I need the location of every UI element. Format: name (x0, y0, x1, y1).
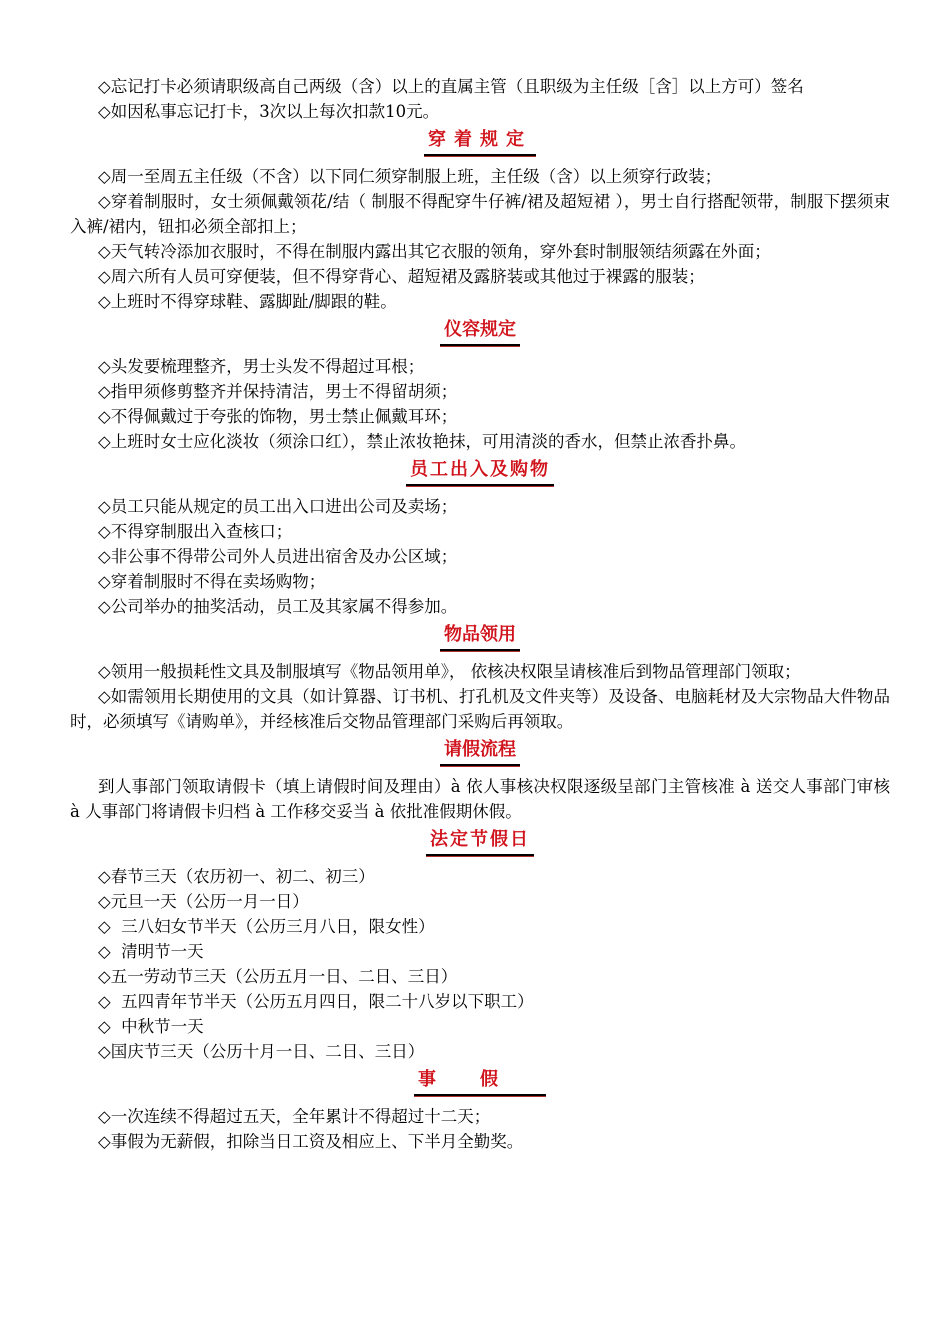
section-heading-personal-leave (70, 1069, 890, 1099)
intro-paragraph: ◇如因私事忘记打卡，3次以上每次扣款10元。 (98, 102, 440, 121)
list-item: ◇国庆节三天（公历十月一日、二日、三日） (98, 1042, 425, 1061)
document-page (70, 74, 890, 1154)
section-heading-leave-process (70, 739, 890, 769)
list-item: ◇不得穿制服出入查核口； (98, 522, 293, 541)
list-item: ◇周六所有人员可穿便装，但不得穿背心、超短裙及露脐装或其他过于裸露的服装； (98, 267, 705, 286)
section-heading-dress (70, 129, 890, 159)
list-item: ◇领用一般损耗性文具及制服填写《物品领用单》， 依核决权限呈请核准后到物品管理部门领取； (98, 662, 801, 681)
section-heading-grooming (70, 319, 890, 349)
list-item: ◇ 中秋节一天 (98, 1017, 204, 1036)
section-title: 法定节假日 (426, 829, 534, 856)
list-item: ◇五一劳动节三天（公历五月一日、二日、三日） (98, 967, 458, 986)
section-title: 事假 (414, 1069, 546, 1096)
intro-paragraph: ◇忘记打卡必须请职级高自己两级（含）以上的直属主管（且职级为主任级［含］以上方可）签名 (98, 77, 804, 96)
list-item: ◇ 清明节一天 (98, 942, 204, 961)
list-item: ◇公司举办的抽奖活动，员工及其家属不得参加。 (98, 597, 458, 616)
list-item: ◇元旦一天（公历一月一日） (98, 892, 309, 911)
list-item: ◇非公事不得带公司外人员进出宿舍及办公区域； (98, 547, 458, 566)
list-item: ◇ 三八妇女节半天（公历三月八日，限女性） (98, 917, 435, 936)
list-item: ◇如需领用长期使用的文具（如计算器、订书机、打孔机及文件夹等）及设备、电脑耗材及大宗物品大件物品时，必须填写《请购单》，并经核准后交物品管理部门采购后再领取。 (70, 687, 890, 731)
list-item: ◇上班时女士应化淡妆（须涂口红），禁止浓妆艳抹，可用清淡的香水，但禁止浓香扑鼻。 (98, 432, 746, 451)
process-paragraph: 到人事部门领取请假卡（填上请假时间及理由）à 依人事核决权限逐级呈部门主管核准 à 送交人事部门审核 à 人事部门将请假卡归档 à 工作移交妥当 à 依批准假期休假。 (70, 777, 890, 821)
list-item: ◇不得佩戴过于夸张的饰物，男士禁止佩戴耳环； (98, 407, 458, 426)
list-item: ◇穿着制服时，女士须佩戴领花/结（ 制服不得配穿牛仔裤/裙及超短裙 ），男士自行搭配领带，制服下摆须束入裤/裙内，钮扣必须全部扣上； (70, 192, 890, 236)
section-title: 穿着规定 (424, 129, 536, 156)
section-title: 请假流程 (440, 739, 520, 766)
list-item: ◇周一至周五主任级（不含）以下同仁须穿制服上班，主任级（含）以上须穿行政装； (98, 167, 722, 186)
list-item: ◇ 五四青年节半天（公历五月四日，限二十八岁以下职工） (98, 992, 534, 1011)
list-item: ◇一次连续不得超过五天，全年累计不得超过十二天； (98, 1107, 491, 1126)
section-title: 仪容规定 (440, 319, 520, 346)
section-heading-supplies (70, 624, 890, 654)
list-item: ◇上班时不得穿球鞋、露脚趾/脚跟的鞋。 (98, 292, 397, 311)
list-item: ◇事假为无薪假，扣除当日工资及相应上、下半月全勤奖。 (98, 1132, 524, 1151)
list-item: ◇天气转冷添加衣服时，不得在制服内露出其它衣服的领角，穿外套时制服领结须露在外面； (98, 242, 771, 261)
section-heading-holidays (70, 829, 890, 859)
section-title: 员工出入及购物 (406, 459, 554, 486)
list-item: ◇指甲须修剪整齐并保持清洁，男士不得留胡须； (98, 382, 458, 401)
section-title: 物品领用 (440, 624, 520, 651)
section-heading-entry (70, 459, 890, 489)
list-item: ◇员工只能从规定的员工出入口进出公司及卖场； (98, 497, 458, 516)
list-item: ◇春节三天（农历初一、初二、初三） (98, 867, 375, 886)
list-item: ◇穿着制服时不得在卖场购物； (98, 572, 326, 591)
list-item: ◇头发要梳理整齐，男士头发不得超过耳根； (98, 357, 425, 376)
